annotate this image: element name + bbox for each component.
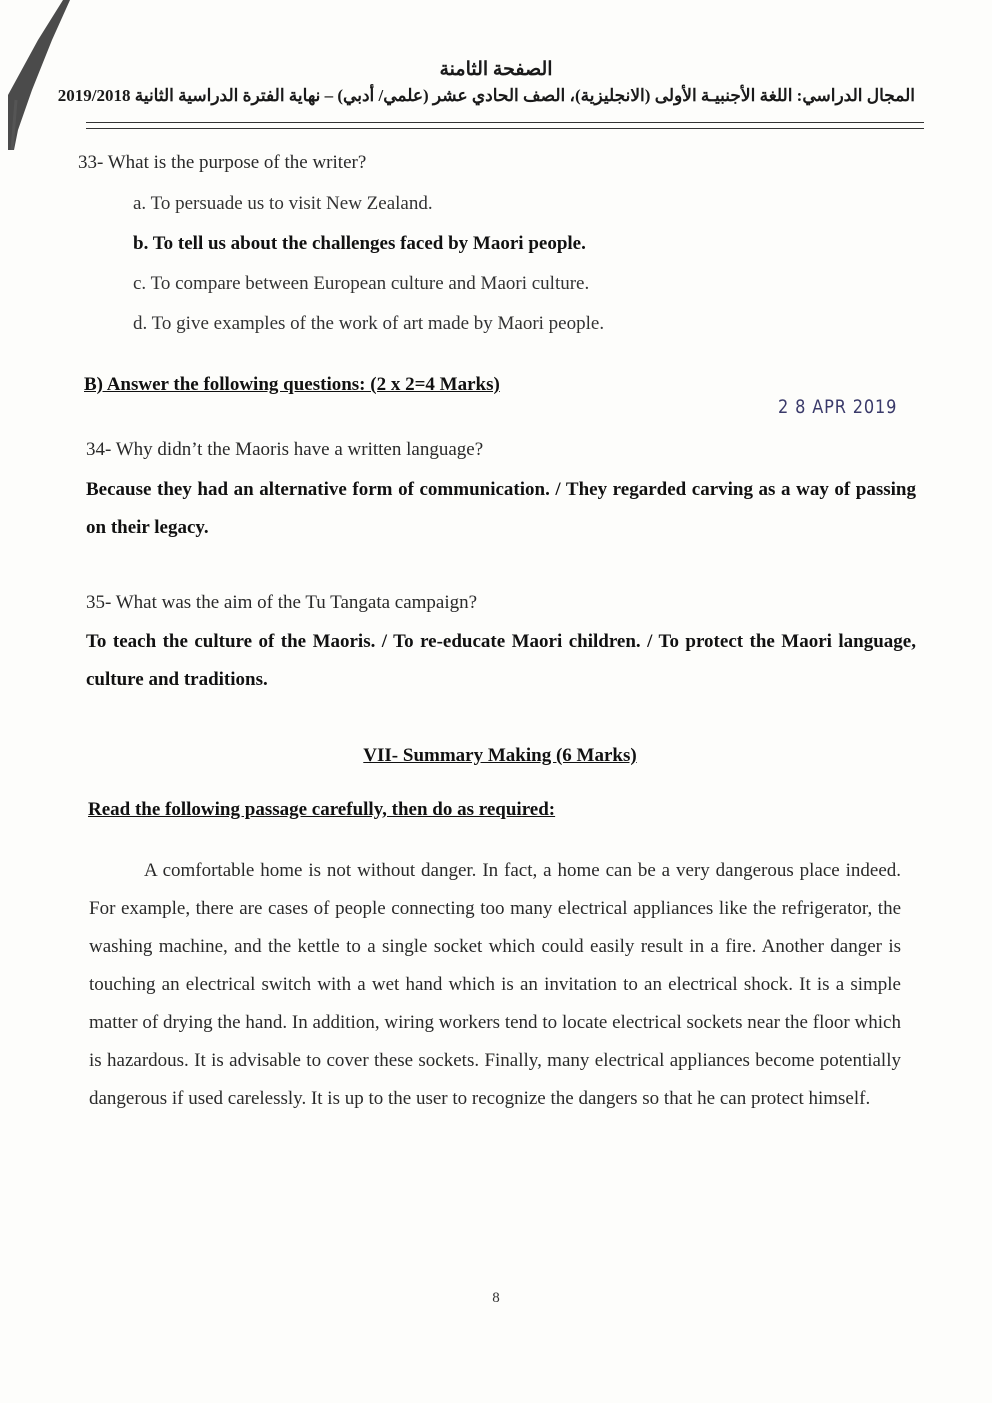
question-35: 35- What was the aim of the Tu Tangata campaign? xyxy=(86,592,478,613)
date-stamp: 2 8 APR 2019 xyxy=(778,396,898,418)
question-33: 33- What is the purpose of the writer? xyxy=(78,152,367,173)
passage-instruction: Read the following passage carefully, then do as required: xyxy=(88,799,556,820)
answer-34: Because they had an alternative form of communication. / They regarded carving as a way of passing on their legacy. xyxy=(86,479,916,538)
option-c: c. To compare between European culture and Maori culture. xyxy=(133,273,590,294)
page-label: الصفحة الثامنة xyxy=(439,59,553,80)
question-34: 34- Why didn’t the Maoris have a written language? xyxy=(86,439,484,460)
answer-35: To teach the culture of the Maoris. / To re-educate Maori children. / To protect the Maori language, culture and traditions. xyxy=(86,631,916,690)
option-b: b. To tell us about the challenges faced by Maori people. xyxy=(133,233,586,254)
option-d: d. To give examples of the work of art made by Maori people. xyxy=(133,313,605,334)
section-b-heading: B) Answer the following questions: (2 x 2=4 Marks) xyxy=(84,374,500,395)
summary-passage xyxy=(89,852,901,1118)
page-number: 8 xyxy=(492,1290,500,1306)
header-separator xyxy=(86,128,924,129)
section-vii-heading: VII- Summary Making (6 Marks) xyxy=(363,745,637,766)
subject-line: المجال الدراسي: اللغة الأجنبيـة الأولى (الانجليزية)، الصف الحادي عشر (علمي/ أدبي) – نهاية الفترة الدراسية الثانية 2019/2018 xyxy=(57,86,915,105)
option-a: a. To persuade us to visit New Zealand. xyxy=(133,193,433,214)
header-separator xyxy=(86,122,924,123)
passage-text: A comfortable home is not without danger. In fact, a home can be a very dangerous place indeed. For example, there are cases of people connecting too many electrical appliances like the refrigerator, the washing machine, and the kettle to a single socket which could easily result in a fire. Another danger is touching an electrical switch with a wet hand which is an invitation to an electrical shock. It is a simple matter of drying the hand. In addition, wiring workers tend to locate electrical sockets near the floor which is hazardous. It is advisable to cover these sockets. Finally, many electrical appliances become potentially dangerous if used carelessly. It is up to the user to recognize the dangers so that he can protect himself. xyxy=(89,860,901,1109)
